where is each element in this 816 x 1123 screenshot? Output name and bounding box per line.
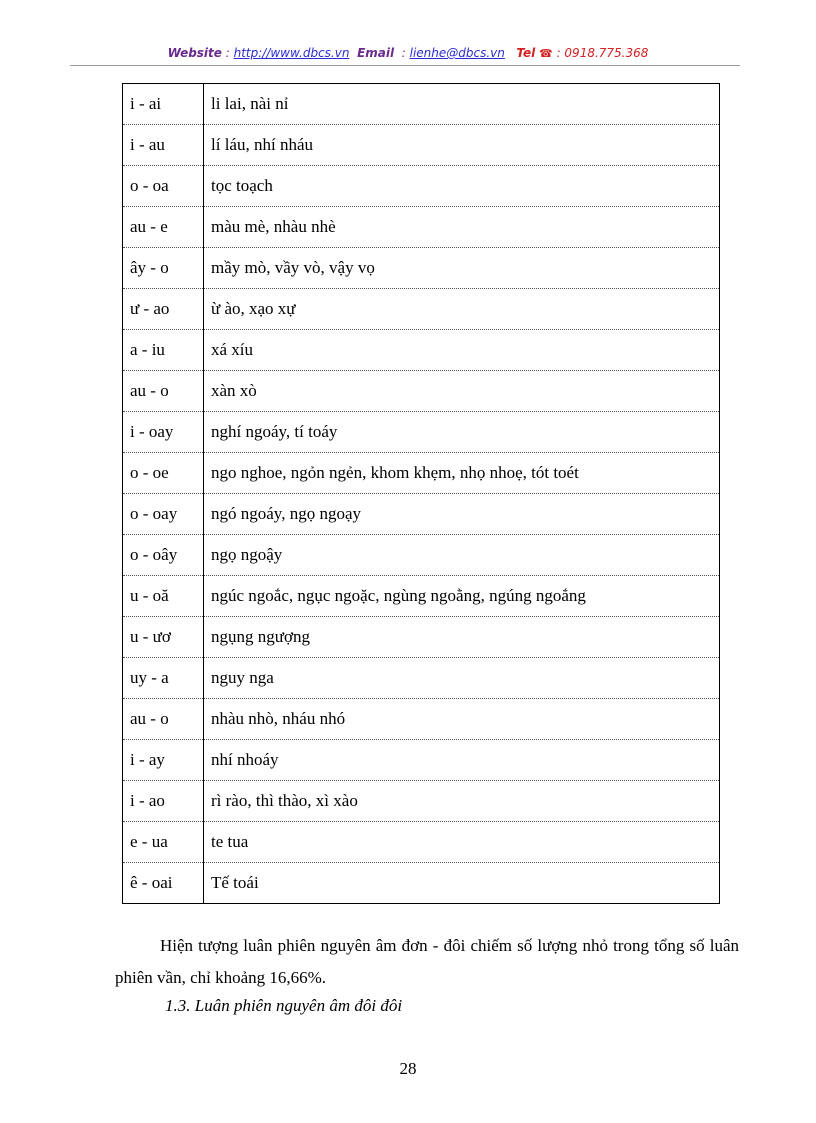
vowel-pair-cell: ê - oai <box>123 863 204 904</box>
example-words-cell: ngụng ngượng <box>204 617 720 658</box>
vowel-pair-cell: o - oa <box>123 166 204 207</box>
vowel-pair-cell: o - oay <box>123 494 204 535</box>
example-words-cell: nguy nga <box>204 658 720 699</box>
vowel-pair-cell: au - e <box>123 207 204 248</box>
example-words-cell: li lai, nài nỉ <box>204 84 720 125</box>
table-row <box>123 617 720 658</box>
vowel-pair-cell: i - ay <box>123 740 204 781</box>
example-words-cell: mầy mò, vầy vò, vậy vọ <box>204 248 720 289</box>
table-row <box>123 535 720 576</box>
website-separator: : <box>221 46 234 60</box>
page-header <box>0 46 816 60</box>
table-row <box>123 576 720 617</box>
example-words-cell: nhàu nhò, nháu nhó <box>204 699 720 740</box>
example-words-cell: nhí nhoáy <box>204 740 720 781</box>
vowel-alternation-table <box>122 83 720 904</box>
email-separator: : <box>397 46 410 60</box>
vowel-pair-cell: a - iu <box>123 330 204 371</box>
table-row <box>123 699 720 740</box>
email-label: Email <box>357 46 395 60</box>
body-paragraph: Hiện tượng luân phiên nguyên âm đơn - đôi chiếm số lượng nhỏ trong tổng số luân phiên vần, chỉ khoảng 16,66%. <box>115 936 739 987</box>
example-words-cell: ngúc ngoắc, ngục ngoặc, ngùng ngoằng, ngúng ngoắng <box>204 576 720 617</box>
example-words-cell: rì rào, thì thào, xì xào <box>204 781 720 822</box>
vowel-pair-cell: i - oay <box>123 412 204 453</box>
vowel-pair-cell: o - oây <box>123 535 204 576</box>
example-words-cell: ừ ào, xạo xự <box>204 289 720 330</box>
table-row <box>123 863 720 904</box>
table-row <box>123 84 720 125</box>
header-divider <box>70 65 740 66</box>
vowel-pair-cell: u - oă <box>123 576 204 617</box>
website-label: Website <box>167 46 222 60</box>
example-words-cell: xàn xò <box>204 371 720 412</box>
table-row <box>123 822 720 863</box>
email-link[interactable]: lienhe@dbcs.vn <box>409 46 505 60</box>
website-link[interactable]: http://www.dbcs.vn <box>233 46 350 60</box>
table-row <box>123 412 720 453</box>
vowel-pair-cell: i - ai <box>123 84 204 125</box>
table-row <box>123 740 720 781</box>
table-row <box>123 494 720 535</box>
vowel-pair-cell: i - au <box>123 125 204 166</box>
example-words-cell: Tế toái <box>211 873 259 892</box>
table-row <box>123 289 720 330</box>
table-row <box>123 453 720 494</box>
vowel-pair-cell: u - ươ <box>123 617 204 658</box>
vowel-pair-cell: au - o <box>123 699 204 740</box>
vowel-pair-cell: ư - ao <box>123 289 204 330</box>
vowel-pair-cell: i - ao <box>123 781 204 822</box>
phone-number: : 0918.775.368 <box>552 46 649 60</box>
table-row <box>123 166 720 207</box>
table-row <box>123 330 720 371</box>
section-subheading: 1.3. Luân phiên nguyên âm đôi đôi <box>165 996 403 1015</box>
table-row <box>123 781 720 822</box>
page-number: 28 <box>399 1059 417 1078</box>
example-words-cell: ngọ ngoậy <box>204 535 720 576</box>
example-words-cell: nghí ngoáy, tí toáy <box>204 412 720 453</box>
vowel-pair-cell: o - oe <box>123 453 204 494</box>
vowel-pair-cell: e - ua <box>123 822 204 863</box>
table-row <box>123 207 720 248</box>
example-words-cell: màu mè, nhàu nhè <box>204 207 720 248</box>
table-row <box>123 248 720 289</box>
vowel-pair-cell: uy - a <box>123 658 204 699</box>
vowel-pair-cell: au - o <box>123 371 204 412</box>
table-row <box>123 371 720 412</box>
example-words-cell: lí láu, nhí nháu <box>204 125 720 166</box>
vowel-table-body <box>123 84 720 904</box>
table-row <box>123 125 720 166</box>
example-words-cell: ngo nghoe, ngỏn ngẻn, khom khẹm, nhọ nhoẹ, tót toét <box>204 453 720 494</box>
example-words-cell: tọc toạch <box>204 166 720 207</box>
phone-icon: ☎ <box>539 47 553 60</box>
example-words-cell: ngó ngoáy, ngọ ngoạy <box>204 494 720 535</box>
example-words-cell: xá xíu <box>204 330 720 371</box>
tel-label: Tel <box>516 46 536 60</box>
table-row <box>123 658 720 699</box>
example-words-cell: te tua <box>204 822 720 863</box>
vowel-pair-cell: ây - o <box>123 248 204 289</box>
